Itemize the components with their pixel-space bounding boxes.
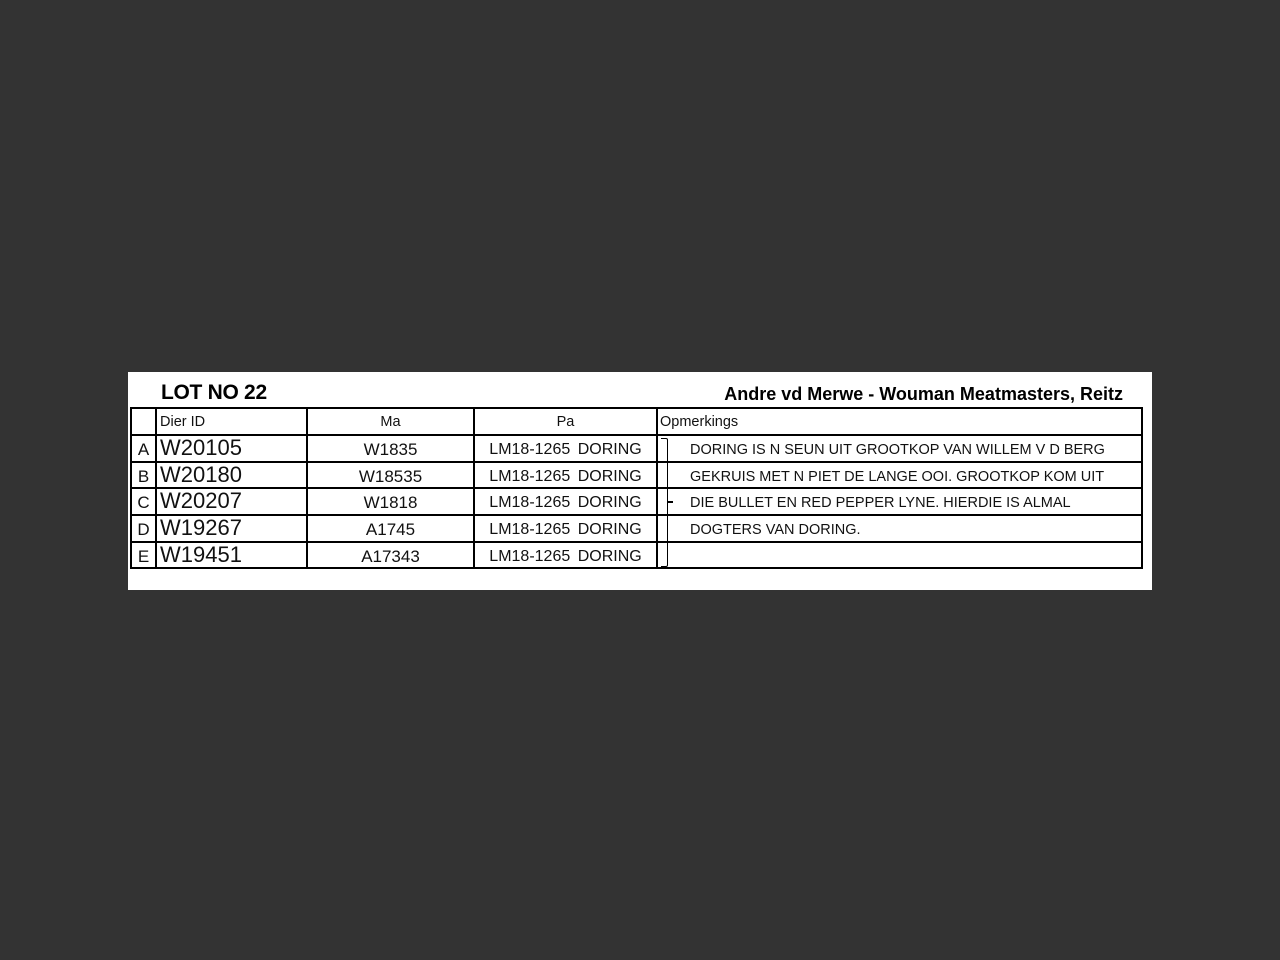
- pa-id: LM18-1265 DORING: [475, 489, 658, 514]
- dier-id: W19451: [157, 543, 308, 567]
- row-note: DORING IS N SEUN UIT GROOTKOP VAN WILLEM V D BERG: [690, 442, 1105, 458]
- header-ma: Ma: [308, 409, 475, 434]
- table-row: [132, 489, 1141, 516]
- row-letter: A: [132, 436, 157, 461]
- owner-title: Andre vd Merwe - Wouman Meatmasters, Reitz: [724, 384, 1123, 404]
- header-letter: [132, 409, 157, 434]
- table-header-row: [132, 409, 1141, 436]
- ma-id: A17343: [308, 543, 475, 567]
- row-note: [658, 543, 1141, 567]
- ma-id: W1835: [308, 436, 475, 461]
- header-dier-id: Dier ID: [157, 409, 308, 434]
- lot-sheet: [128, 372, 1152, 590]
- dier-id: W19267: [157, 516, 308, 541]
- table-row: [132, 516, 1141, 543]
- dier-id: W20207: [157, 489, 308, 514]
- row-note: DIE BULLET EN RED PEPPER LYNE. HIERDIE IS ALMAL: [690, 495, 1071, 511]
- dier-id: W20105: [157, 436, 308, 461]
- row-letter: B: [132, 463, 157, 487]
- header-opmerkings: Opmerkings: [660, 414, 739, 430]
- notes-brace: [661, 438, 668, 567]
- pa-id: LM18-1265 DORING: [475, 543, 658, 567]
- row-letter: C: [132, 489, 157, 514]
- ma-id: W1818: [308, 489, 475, 514]
- row-letter: D: [132, 516, 157, 541]
- lot-title: LOT NO 22: [161, 381, 267, 404]
- lot-table: [130, 407, 1143, 569]
- pa-id: LM18-1265 DORING: [475, 463, 658, 487]
- row-note: GEKRUIS MET N PIET DE LANGE OOI. GROOTKOP KOM UIT: [690, 469, 1105, 485]
- dier-id: W20180: [157, 463, 308, 487]
- notes-brace-tick: [668, 501, 673, 503]
- ma-id: A1745: [308, 516, 475, 541]
- table-row: [132, 436, 1141, 463]
- header-pa: Pa: [475, 409, 658, 434]
- row-note: DOGTERS VAN DORING.: [690, 522, 861, 538]
- row-letter: E: [132, 543, 157, 567]
- pa-id: LM18-1265 DORING: [475, 436, 658, 461]
- pa-id: LM18-1265 DORING: [475, 516, 658, 541]
- table-row: [132, 463, 1141, 489]
- table-row: [132, 543, 1141, 567]
- ma-id: W18535: [308, 463, 475, 487]
